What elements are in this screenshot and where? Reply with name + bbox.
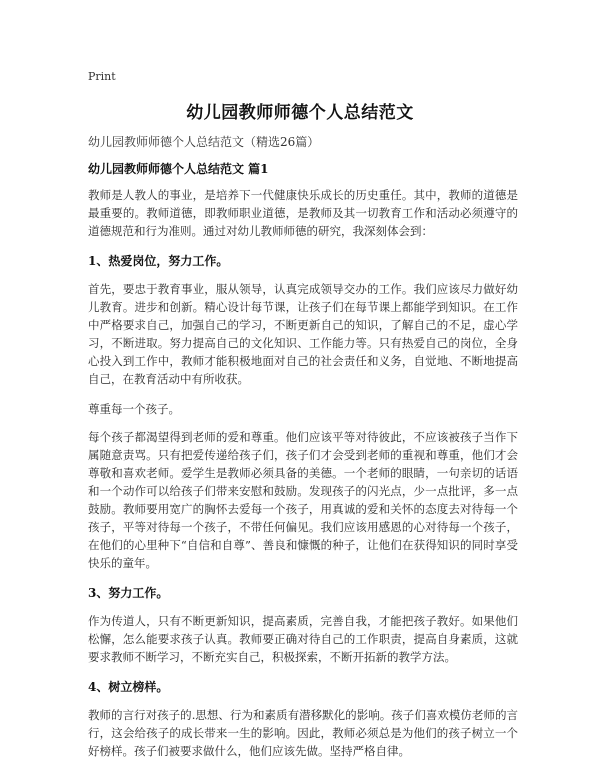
point-1-heading: 1、热爱岗位，努力工作。 <box>88 254 229 268</box>
document-subtitle: 幼儿园教师师德个人总结范文（精选26篇） <box>88 135 320 149</box>
document-title: 幼儿园教师师德个人总结范文 <box>186 103 414 123</box>
respect-paragraph: 每个孩子都渴望得到老师的爱和尊重。他们应该平等对待彼此，不应该被孩子当作下属随意责骂。只有把爱传递给孩子们，孩子们才会受到老师的重视和尊重，他们才会尊敬和喜欢老师。爱学生是教师必须具备的美德。一个老师的眼睛，一句亲切的话语和一个动作可以给孩子们带来安慰和鼓励。发现孩子的闪光点，少一点批评，多一点鼓励。教师要用宽广的胸怀去爱每一个孩子，用真诚的爱和关怀的态度去对待每一个孩子，平等对待每一个孩子，不带任何偏见。我们应该用感恩的心对待每一个孩子，在他们的心里种下“自信和自尊”、善良和慷慨的种子，让他们在获得知识的同时享受快乐的童年。 <box>88 430 518 570</box>
point-4-heading: 4、树立榜样。 <box>88 680 169 694</box>
point-3-paragraph: 作为传道人，只有不断更新知识，提高素质，完善自我，才能把孩子教好。如果他们松懈，怎么能要求孩子认真。教师要正确对待自己的工作职责，提高自身素质，这就要求教师不断学习，不断充实自己，积极探索，不断开拓新的教学方法。 <box>88 614 518 664</box>
point-4-paragraph: 教师的言行对孩子的.思想、行为和素质有潜移默化的影响。孩子们喜欢模仿老师的言行，这会给孩子的成长带来一生的影响。因此，教师必须总是为他们的孩子树立一个好榜样。孩子们被要求做什么，他们应该先做。坚持严格自律。 <box>88 708 518 758</box>
intro-paragraph: 教师是人教人的事业，是培养下一代健康快乐成长的历史重任。其中，教师的道德是最重要的。教师道德，即教师职业道德，是教师及其一切教育工作和活动必须遵守的道德规范和行为准则。通过对幼儿教师师德的研究，我深刻体会到： <box>88 188 518 238</box>
respect-heading: 尊重每一个孩子。 <box>88 402 180 416</box>
section-heading: 幼儿园教师师德个人总结范文 篇1 <box>88 162 269 176</box>
point-3-heading: 3、努力工作。 <box>88 586 169 600</box>
print-label[interactable]: Print <box>88 70 116 83</box>
point-1-paragraph: 首先，要忠于教育事业，服从领导，认真完成领导交办的工作。我们应该尽力做好幼儿教育。进步和创新。精心设计每节课，让孩子们在每节课上都能学到知识。在工作中严格要求自己，加强自己的学习，不断更新自己的知识，了解自己的不足，虚心学习，不断进取。努力提高自己的文化知识、工作能力等。只有热爱自己的岗位，全身心投入到工作中，教师才能积极地面对自己的社会责任和义务，自觉地、不断地提高自己，在教育活动中有所收获。 <box>88 282 518 386</box>
document-body <box>88 160 518 772</box>
